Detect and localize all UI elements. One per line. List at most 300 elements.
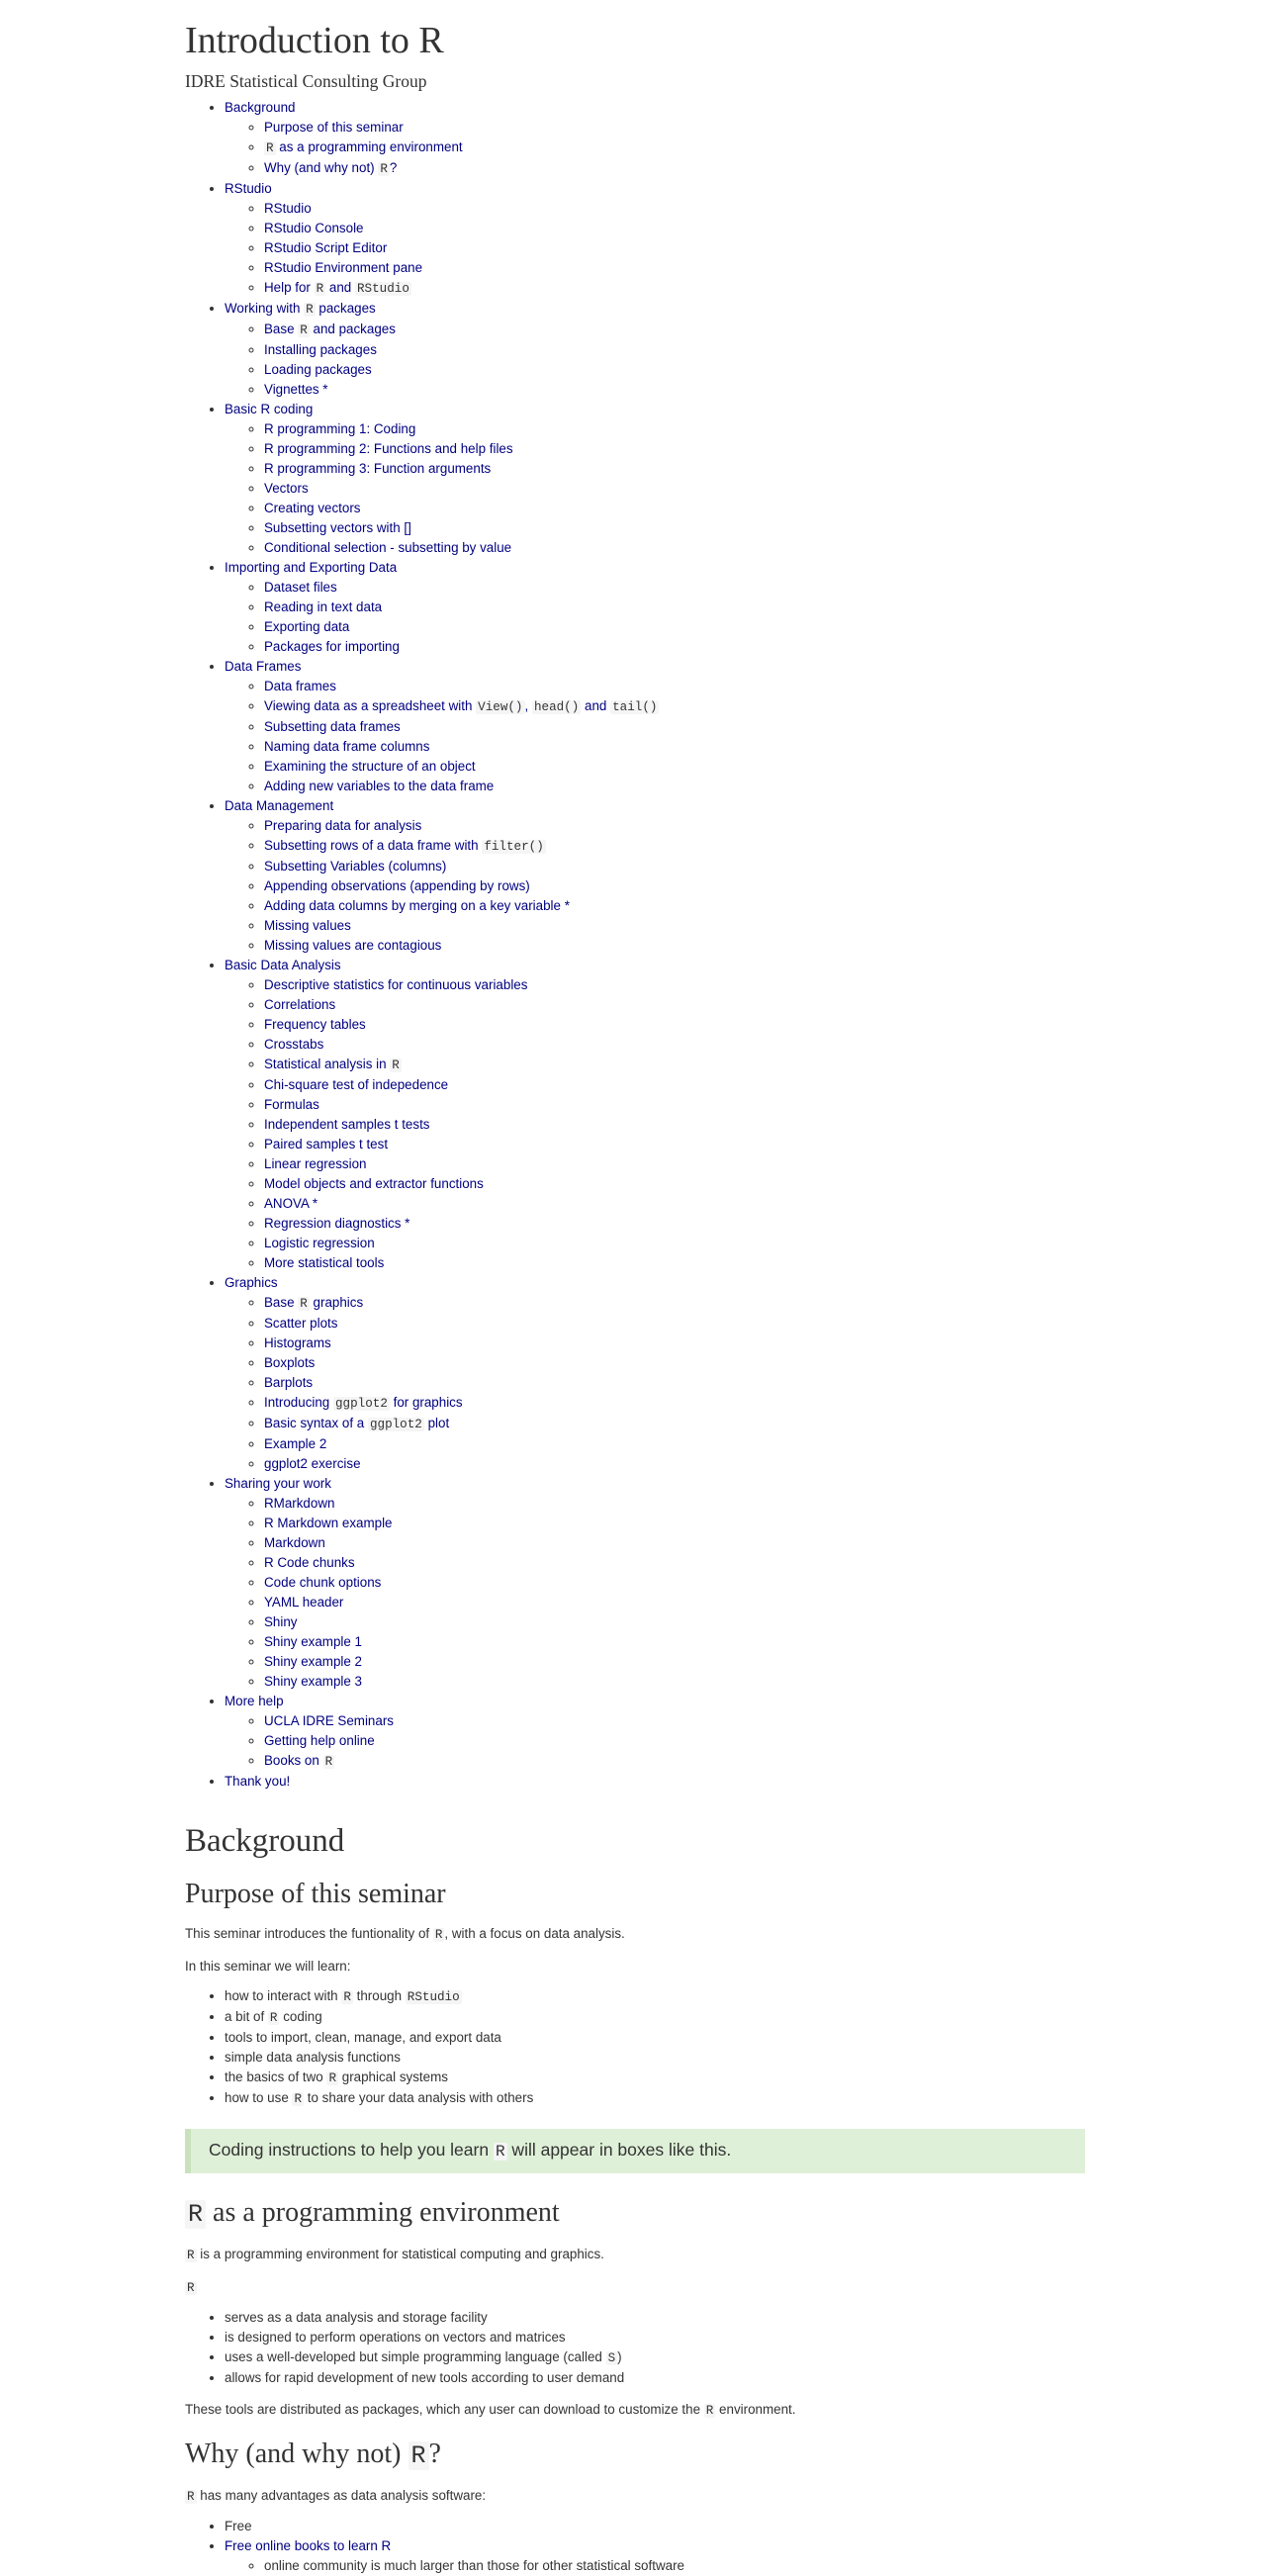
toc-link-rmarkdown[interactable]: [264, 1496, 334, 1511]
page-title: Introduction to R: [185, 20, 444, 61]
inline-code: View(): [478, 700, 523, 714]
text-run: Base: [264, 322, 299, 336]
text-run: Markdown: [264, 1535, 325, 1550]
toc-sublist: [225, 1494, 1085, 1692]
text-run: Books on: [264, 1753, 323, 1768]
inline-code: R: [185, 2200, 206, 2229]
toc-subitem: [264, 1174, 1085, 1194]
toc-subitem: [264, 677, 1085, 696]
text-run: how to use: [225, 2090, 293, 2105]
text-run: Base: [264, 1295, 299, 1310]
text-run: Subsetting rows of a data frame with: [264, 838, 483, 853]
toc-link-rstudio[interactable]: [264, 201, 312, 216]
toc-link-base-r-graphics[interactable]: [264, 1295, 363, 1310]
toc-item-importing-and-exporting-data: [225, 558, 1085, 657]
toc-link-rstudio-console[interactable]: [264, 221, 364, 235]
text-run: is designed to perform operations on vectors and matrices: [225, 2330, 566, 2345]
toc-subitem: [264, 1494, 1085, 1514]
text-run: for graphics: [389, 1395, 463, 1410]
toc-link-naming-data-frame-columns[interactable]: [264, 739, 429, 754]
nested-list: [225, 2556, 1085, 2576]
toc-link-appending-observations-appending-by-rows[interactable]: [264, 878, 530, 893]
text-run: Histograms: [264, 1335, 331, 1350]
toc-subitem: [264, 1234, 1085, 1253]
toc-subitem: [264, 1434, 1085, 1454]
toc-link-subsetting-vectors-with[interactable]: [264, 520, 411, 535]
toc-link-creating-vectors[interactable]: [264, 501, 361, 515]
toc-link-background[interactable]: [225, 100, 295, 115]
toc-subitem: [264, 1135, 1085, 1154]
text-run: R programming 1: Coding: [264, 421, 416, 436]
coding-instructions-note: [185, 2129, 1085, 2173]
inline-code: R: [187, 2249, 195, 2262]
inline-code: R: [294, 2092, 303, 2106]
text-run: Vignettes *: [264, 382, 328, 397]
text-run: Subsetting Variables (columns): [264, 859, 447, 874]
text-run: Exporting data: [264, 619, 350, 634]
list-item: [225, 2028, 1085, 2048]
toc-link-getting-help-online[interactable]: [264, 1733, 375, 1748]
toc-link-formulas[interactable]: [264, 1097, 319, 1112]
toc-subitem: [264, 1253, 1085, 1273]
toc-link-chi-square-test-of-indepedence[interactable]: [264, 1077, 448, 1092]
toc-subitem: [264, 1334, 1085, 1353]
text-run: Sharing your work: [225, 1476, 331, 1491]
toc-subitem: [264, 1075, 1085, 1095]
inline-code: R: [434, 1928, 443, 1942]
toc-link-shiny-example-1[interactable]: [264, 1634, 362, 1649]
toc-link-more-help[interactable]: [225, 1694, 284, 1708]
text-run: Packages for importing: [264, 639, 400, 654]
toc-link-linear-regression[interactable]: [264, 1156, 366, 1171]
toc-item-background: [225, 98, 1085, 179]
inline-code: R: [408, 2441, 429, 2470]
inline-code: R: [300, 323, 308, 337]
toc-subitem: [264, 975, 1085, 995]
text-run: Basic R coding: [225, 402, 314, 416]
toc-link-shiny[interactable]: [264, 1614, 298, 1629]
list-item: [225, 2347, 1085, 2368]
toc-link-r-programming-2-functions-and-help-files[interactable]: [264, 441, 513, 456]
toc-link-markdown[interactable]: [264, 1535, 325, 1550]
toc-subitem: [264, 1214, 1085, 1234]
toc-item-thank-you: [225, 1772, 1085, 1792]
toc-link-paired-samples-t-test[interactable]: [264, 1137, 388, 1151]
toc-link-rstudio-script-editor[interactable]: [264, 240, 387, 255]
toc-subitem: [264, 158, 1085, 179]
toc-subitem: [264, 439, 1085, 459]
inline-code: R: [316, 282, 324, 296]
toc-link-boxplots[interactable]: [264, 1355, 315, 1370]
text-run: tools to import, clean, manage, and export data: [225, 2030, 501, 2045]
toc-subitem: [264, 1055, 1085, 1075]
toc-link-importing-and-exporting-data[interactable]: [225, 560, 397, 575]
prog-env-bullet-list: [185, 2308, 1085, 2388]
toc-subitem: [264, 1553, 1085, 1573]
toc-link-missing-values-are-contagious[interactable]: [264, 938, 441, 953]
text-run: Viewing data as a spreadsheet with: [264, 698, 477, 713]
toc-link-more-statistical-tools[interactable]: [264, 1255, 384, 1270]
inline-code: R: [187, 2281, 195, 2295]
text-run: Dataset files: [264, 580, 337, 595]
toc-subitem: [264, 258, 1085, 278]
toc-item-data-management: [225, 796, 1085, 956]
inline-code: R: [328, 2071, 337, 2085]
text-run: Vectors: [264, 481, 309, 496]
text-run: how to interact with: [225, 1988, 342, 2003]
toc-link-histograms[interactable]: [264, 1335, 331, 1350]
toc-subitem: [264, 1632, 1085, 1652]
toc-item-rstudio: [225, 179, 1085, 299]
list-item: [225, 2068, 1085, 2088]
toc-link-base-r-and-packages[interactable]: [264, 322, 396, 336]
toc-subitem: [264, 1751, 1085, 1772]
toc-link-examining-the-structure-of-an-object[interactable]: [264, 759, 476, 774]
learn-bullet-list: [185, 1986, 1085, 2109]
text-run: Crosstabs: [264, 1037, 324, 1052]
toc-subitem: [264, 219, 1085, 238]
toc-link-statistical-analysis-in-r[interactable]: [264, 1057, 402, 1071]
toc-link-conditional-selection-subsetting-by-value[interactable]: [264, 540, 511, 555]
toc-link-basic-syntax-of-a-ggplot2-plot[interactable]: [264, 1416, 449, 1430]
inline-code: R: [300, 1297, 308, 1311]
text-run: and: [581, 698, 611, 713]
toc-link-scatter-plots[interactable]: [264, 1316, 337, 1331]
text-run: Model objects and extractor functions: [264, 1176, 484, 1191]
toc-link-yaml-header[interactable]: [264, 1595, 343, 1610]
text-run: Missing values: [264, 918, 351, 933]
text-run: and packages: [309, 322, 396, 336]
toc-link-loading-packages[interactable]: [264, 362, 372, 377]
inline-code: R: [269, 2011, 278, 2025]
toc-link-r-code-chunks[interactable]: [264, 1555, 355, 1570]
toc-link-independent-samples-t-tests[interactable]: [264, 1117, 430, 1132]
text-run: coding: [279, 2009, 322, 2024]
list-item: [225, 2088, 1085, 2109]
text-run: Introducing: [264, 1395, 333, 1410]
section-heading-background: Background: [185, 1823, 345, 1859]
toc-subitem: [264, 499, 1085, 518]
toc-sublist: [225, 320, 1085, 400]
inline-code: RStudio: [407, 1990, 460, 2004]
text-run: Boxplots: [264, 1355, 316, 1370]
toc-link-viewing-data-as-a-spreadsheet-with-view-head-and[interactable]: [264, 698, 659, 713]
toc-subitem: [264, 518, 1085, 538]
text-run: YAML header: [264, 1595, 344, 1610]
text-run: allows for rapid development of new tools according to user demand: [225, 2370, 625, 2385]
text-run: Independent samples t tests: [264, 1117, 430, 1132]
toc-subitem: [264, 777, 1085, 796]
toc-link-vignettes[interactable]: [264, 382, 328, 397]
text-run: Correlations: [264, 997, 336, 1012]
text-run: Importing and Exporting Data: [225, 560, 398, 575]
table-of-contents: [185, 98, 1085, 1792]
text-run: Shiny example 1: [264, 1634, 362, 1649]
toc-link-data-management[interactable]: [225, 798, 333, 813]
toc-link-vectors[interactable]: [264, 481, 309, 496]
toc-link-books-on-r[interactable]: [264, 1753, 334, 1768]
list-item: [225, 2048, 1085, 2068]
list-item: [225, 2007, 1085, 2028]
toc-link-r-markdown-example[interactable]: [264, 1516, 393, 1530]
toc-link-adding-new-variables-to-the-data-frame[interactable]: [264, 779, 494, 793]
text-run: will appear in boxes like this.: [506, 2140, 732, 2160]
inline-code: ggplot2: [369, 1418, 422, 1431]
toc-subitem: [264, 340, 1085, 360]
text-run: RStudio Console: [264, 221, 364, 235]
toc-link-regression-diagnostics[interactable]: [264, 1216, 409, 1231]
text-run: Chi-square test of indepedence: [264, 1077, 449, 1092]
toc-link-missing-values[interactable]: [264, 918, 351, 933]
text-run: Basic Data Analysis: [225, 958, 341, 972]
toc-link-example-2[interactable]: [264, 1436, 326, 1451]
subsection-heading-why-r: [185, 2437, 1085, 2474]
text-run: Adding new variables to the data frame: [264, 779, 495, 793]
toc-link-rstudio-environment-pane[interactable]: [264, 260, 422, 275]
text-run: Installing packages: [264, 342, 377, 357]
toc-subitem: [264, 380, 1085, 400]
toc-subitem: [264, 278, 1085, 299]
text-run: Why (and why not): [185, 2438, 408, 2469]
toc-link-sharing-your-work[interactable]: [225, 1476, 331, 1491]
toc-item-sharing-your-work: [225, 1474, 1085, 1692]
toc-subitem: [264, 320, 1085, 340]
toc-link-introducing-ggplot2-for-graphics[interactable]: [264, 1395, 463, 1410]
text-run: Purpose of this seminar: [264, 120, 404, 135]
toc-link-r-programming-1-coding[interactable]: [264, 421, 415, 436]
list-item: [225, 2517, 1085, 2536]
text-run: Data Management: [225, 798, 334, 813]
list-item: [225, 1986, 1085, 2007]
text-run: Free online books to learn R: [225, 2538, 392, 2553]
toc-link-purpose-of-this-seminar[interactable]: [264, 120, 404, 135]
inline-code: R: [324, 1755, 333, 1769]
text-run: Working with: [225, 301, 305, 316]
toc-subitem: [264, 578, 1085, 598]
toc-link-basic-data-analysis[interactable]: [225, 958, 341, 972]
toc-subitem: [264, 479, 1085, 499]
text-run: Missing values are contagious: [264, 938, 442, 953]
toc-link-data-frames[interactable]: [264, 679, 336, 693]
prog-env-paragraph-3: [185, 2400, 1085, 2421]
inline-code: R: [705, 2404, 714, 2418]
toc-link-correlations[interactable]: [264, 997, 335, 1012]
toc-link-ucla-idre-seminars[interactable]: [264, 1713, 394, 1728]
text-run: UCLA IDRE Seminars: [264, 1713, 394, 1728]
toc-link-model-objects-and-extractor-functions[interactable]: [264, 1176, 484, 1191]
text-run: RMarkdown: [264, 1496, 335, 1511]
toc-link-logistic-regression[interactable]: [264, 1236, 375, 1250]
toc-link-r-programming-3-function-arguments[interactable]: [264, 461, 491, 476]
text-run: R programming 3: Function arguments: [264, 461, 492, 476]
toc-subitem: [264, 1414, 1085, 1434]
toc-link-help-for-r-and-rstudio[interactable]: [264, 280, 411, 295]
list-item: [225, 2536, 1085, 2576]
text-run: Naming data frame columns: [264, 739, 430, 754]
text-run: Example 2: [264, 1436, 327, 1451]
toc-subitem: [264, 598, 1085, 617]
text-run: uses a well-developed but simple programming language (called: [225, 2349, 606, 2364]
text-run: This seminar introduces the funtionality of: [185, 1926, 433, 1941]
toc-link-subsetting-variables-columns[interactable]: [264, 859, 446, 874]
toc-sublist: [225, 118, 1085, 179]
toc-link-exporting-data[interactable]: [264, 619, 349, 634]
toc-subitem: [264, 1533, 1085, 1553]
toc-subitem: [264, 816, 1085, 836]
toc-link-reading-in-text-data[interactable]: [264, 599, 382, 614]
text-run: graphics: [309, 1295, 364, 1310]
list-item: [225, 2328, 1085, 2347]
text-run: Statistical analysis in: [264, 1057, 391, 1071]
toc-link-crosstabs[interactable]: [264, 1037, 323, 1052]
toc-subitem: [264, 637, 1085, 657]
text-run: a bit of: [225, 2009, 268, 2024]
text-run: online community is much larger than those for other statistical software: [264, 2558, 684, 2573]
text-run: ?: [428, 2438, 441, 2469]
text-run: Scatter plots: [264, 1316, 338, 1331]
text-run: Formulas: [264, 1097, 319, 1112]
toc-link-data-frames[interactable]: [225, 659, 301, 674]
toc-sublist: [225, 199, 1085, 299]
toc-subitem: [264, 199, 1085, 219]
inline-code: filter(): [484, 840, 544, 854]
toc-subitem: [264, 1293, 1085, 1314]
text-run: Data Frames: [225, 659, 302, 674]
toc-link-installing-packages[interactable]: [264, 342, 377, 357]
text-run: ANOVA *: [264, 1196, 318, 1211]
list-item: [225, 2308, 1085, 2328]
text-run: serves as a data analysis and storage facility: [225, 2310, 488, 2325]
text-run: R programming 2: Functions and help files: [264, 441, 513, 456]
toc-subitem: [264, 1154, 1085, 1174]
prog-env-paragraph-2: [185, 2277, 1085, 2298]
toc-subitem: [264, 1711, 1085, 1731]
toc-subitem: [264, 896, 1085, 916]
text-run: Loading packages: [264, 362, 372, 377]
text-run: Linear regression: [264, 1156, 367, 1171]
text-run: Logistic regression: [264, 1236, 375, 1250]
toc-subitem: [264, 1115, 1085, 1135]
toc-subitem: [264, 1393, 1085, 1414]
toc-subitem: [264, 876, 1085, 896]
toc-subitem: [264, 995, 1085, 1015]
inline-code: R: [306, 303, 314, 317]
toc-link-basic-r-coding[interactable]: [225, 402, 313, 416]
toc-link-graphics[interactable]: [225, 1275, 278, 1290]
text-run: Adding data columns by merging on a key variable *: [264, 898, 570, 913]
subsection-heading-purpose: Purpose of this seminar: [185, 1879, 446, 1909]
inline-code: tail(): [612, 700, 658, 714]
text-run: plot: [423, 1416, 450, 1430]
text-run: Background: [225, 100, 296, 115]
text-run: environment.: [715, 2402, 796, 2417]
text-run: Getting help online: [264, 1733, 375, 1748]
text-run: the basics of two: [225, 2070, 327, 2084]
toc-sublist: [225, 578, 1085, 657]
text-run: R Code chunks: [264, 1555, 355, 1570]
text-run: , with a focus on data analysis.: [444, 1926, 625, 1941]
list-item: [225, 2368, 1085, 2388]
text-run: as a programming environment: [275, 139, 463, 154]
inline-code: R: [343, 1990, 351, 2004]
text-run: is a programming environment for statistical computing and graphics.: [196, 2247, 604, 2261]
toc-item-more-help: [225, 1692, 1085, 1772]
toc-link-thank-you[interactable]: [225, 1774, 290, 1789]
toc-subitem: [264, 717, 1085, 737]
toc-link-subsetting-rows-of-a-data-frame-with-filter[interactable]: [264, 838, 546, 853]
toc-link-rstudio[interactable]: [225, 181, 272, 196]
purpose-intro-paragraph: [185, 1924, 1085, 1945]
text-run: Appending observations (appending by rows): [264, 878, 530, 893]
toc-link-working-with-r-packages[interactable]: [225, 301, 376, 316]
toc-link-adding-data-columns-by-merging-on-a-key-variable[interactable]: [264, 898, 570, 913]
text-run: Examining the structure of an object: [264, 759, 476, 774]
toc-link-frequency-tables[interactable]: [264, 1017, 366, 1032]
toc-link-dataset-files[interactable]: [264, 580, 337, 595]
toc-sublist: [225, 419, 1085, 558]
text-run: Shiny: [264, 1614, 298, 1629]
toc-subitem: [264, 1035, 1085, 1055]
text-run: Help for: [264, 280, 315, 295]
text-run: Shiny example 3: [264, 1674, 362, 1689]
toc-subitem: [264, 1573, 1085, 1593]
text-run: Reading in text data: [264, 599, 383, 614]
learn-intro-paragraph: In this seminar we will learn:: [185, 1959, 351, 1974]
text-run: Creating vectors: [264, 501, 361, 515]
link-free-online-books-to-learn-r[interactable]: [225, 2538, 391, 2553]
toc-link-shiny-example-3[interactable]: [264, 1674, 362, 1689]
toc-subitem: [264, 1731, 1085, 1751]
text-run: Why (and why not): [264, 160, 379, 175]
document: [185, 0, 1085, 2576]
text-run: Regression diagnostics *: [264, 1216, 410, 1231]
toc-subitem: [264, 617, 1085, 637]
toc-link-ggplot2-exercise[interactable]: [264, 1456, 361, 1471]
text-run: ?: [389, 160, 398, 175]
toc-subitem: [264, 696, 1085, 717]
inline-code: head(): [533, 700, 580, 714]
toc-subitem: [264, 857, 1085, 876]
text-run: graphical systems: [338, 2070, 448, 2084]
toc-link-shiny-example-2[interactable]: [264, 1654, 362, 1669]
toc-subitem: [264, 118, 1085, 138]
toc-link-descriptive-statistics-for-continuous-variables[interactable]: [264, 977, 527, 992]
toc-link-packages-for-importing[interactable]: [264, 639, 400, 654]
toc-link-preparing-data-for-analysis[interactable]: [264, 818, 421, 833]
toc-subitem: [264, 459, 1085, 479]
toc-subitem: [264, 836, 1085, 857]
toc-link-anova[interactable]: [264, 1196, 318, 1211]
toc-subitem: [264, 1514, 1085, 1533]
toc-link-code-chunk-options[interactable]: [264, 1575, 381, 1590]
toc-link-subsetting-data-frames[interactable]: [264, 719, 401, 734]
text-run: Conditional selection - subsetting by value: [264, 540, 512, 555]
toc-link-why-and-why-not-r[interactable]: [264, 160, 397, 175]
text-run: Subsetting data frames: [264, 719, 401, 734]
toc-subitem: [264, 1015, 1085, 1035]
toc-subitem: [264, 1194, 1085, 1214]
text-run: Code chunk options: [264, 1575, 382, 1590]
inline-code: R: [392, 1058, 400, 1072]
toc-link-r-as-a-programming-environment[interactable]: [264, 139, 463, 154]
toc-link-barplots[interactable]: [264, 1375, 313, 1390]
inline-code: ggplot2: [334, 1397, 388, 1411]
toc-subitem: [264, 916, 1085, 936]
author-line: IDRE Statistical Consulting Group: [185, 71, 427, 91]
toc-subitem: [264, 1454, 1085, 1474]
text-run: Frequency tables: [264, 1017, 366, 1032]
text-run: R Markdown example: [264, 1516, 393, 1530]
